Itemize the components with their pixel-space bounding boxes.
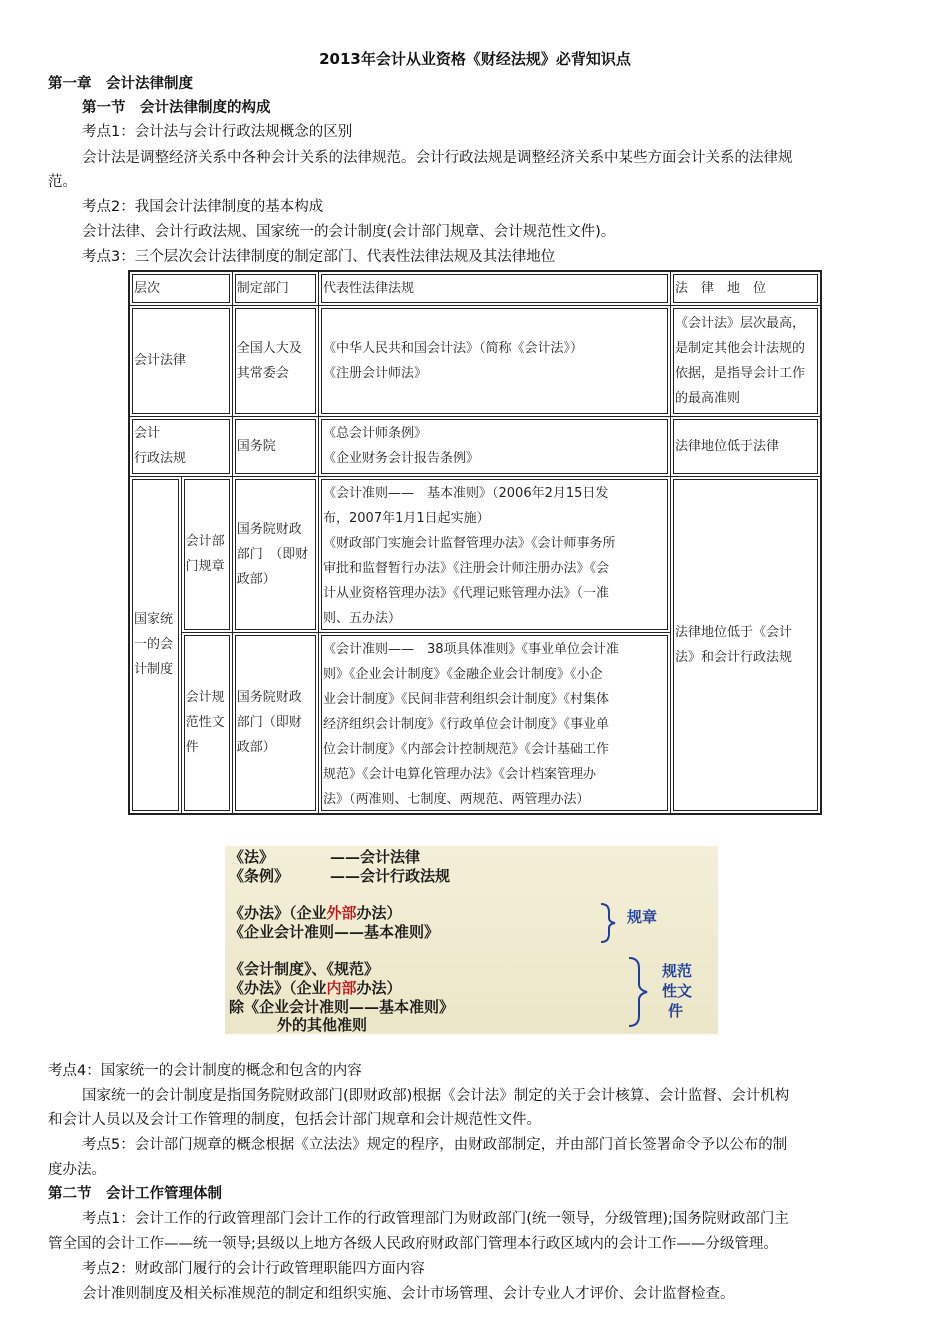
cell-line: 会计部 (185, 534, 225, 549)
brace-norm-icon (629, 958, 647, 1026)
cell-line: 法律地位低于《会计 (675, 624, 793, 640)
kp2-title: 考点2：我国会计法律制度的基本构成 (82, 199, 324, 215)
cell-dept (232, 305, 318, 416)
fig-line-3-post: 办法） (356, 904, 402, 922)
cell-level (129, 416, 232, 476)
cell-line: 全国人大及 (236, 340, 302, 356)
cell-line: 则、五办法） (323, 610, 402, 626)
fig-label-norm-3: 件 (668, 1002, 684, 1020)
cell-sublevel (181, 632, 232, 814)
s2-kp1-text-cont: 管全国的会计工作——统一领导;县级以上地方各级人民政府财政部门管理本行政区域内的会计工作——分级管理。 (48, 1236, 778, 1252)
header-level: 层次 (129, 271, 232, 305)
fig-line-3 (229, 904, 402, 922)
cell-line: 《会计准则—— 基本准则》（2006年2月15日发 (323, 485, 609, 501)
cell-laws (319, 632, 671, 814)
kp4-text: 国家统一的会计制度是指国务院财政部门(即财政部)根据《会计法》制定的关于会计核算、会计监督、会计机构 (82, 1088, 790, 1104)
cell-line: 布，2007年1月1日起实施） (323, 510, 490, 526)
cell-line: 门规章 (185, 559, 225, 574)
cell-line: 部门 （即财 (236, 546, 309, 562)
s2-kp1-text: 考点1：会计工作的行政管理部门会计工作的行政管理部门为财政部门(统一领导，分级管理);国务院财政部门主 (82, 1211, 789, 1227)
header-laws: 代表性法律法规 (319, 271, 671, 305)
cell-line: 件 (185, 740, 199, 756)
cell-line: 《中华人民共和国会计法》（简称《会计法》） (323, 340, 584, 356)
fig-line-6-post: 办法） (356, 979, 402, 997)
cell-line: 《财政部门实施会计监督管理办法》《会计师事务所 (323, 535, 616, 551)
cell-status: 法律地位低于法律 (671, 416, 821, 476)
cell-line: 则》《企业会计制度》《金融企业会计制度》《小企 (323, 666, 603, 682)
cell-line: 业会计制度》《民间非营利组织会计制度》《村集体 (323, 691, 610, 707)
table-header-row (129, 271, 821, 305)
cell-line: 规范》《会计电算化管理办法》《会计档案管理办 (323, 766, 597, 782)
cell-line: 计从业资格管理办法》《代理记账管理办法》（一准 (323, 585, 610, 601)
fig-line-3-pre: 《办法》（企业 (229, 904, 327, 922)
cell-line: 会计 (134, 426, 161, 441)
cell-line: 审批和监督暂行办法》《注册会计师注册办法》《会 (323, 560, 610, 576)
cell-line: 国务院财政 (236, 521, 302, 537)
cell-line: 位会计制度》《内部会计控制规范》《会计基础工作 (323, 741, 610, 757)
fig-line-4: 《企业会计准则——基本准则》 (229, 923, 440, 941)
fig-line-7: 除《企业会计准则——基本准则》 (229, 998, 455, 1016)
cell-status (671, 476, 821, 814)
cell-laws (319, 416, 671, 476)
s2-kp2-text: 会计准则制度及相关标准规范的制定和组织实施、会计市场管理、会计专业人才评价、会计监督检查。 (82, 1286, 735, 1302)
kp4-text-cont: 和会计人员以及会计工作管理的制度，包括会计部门规章和会计规范性文件。 (48, 1112, 541, 1128)
cell-line: 《注册会计师法》 (323, 365, 428, 381)
cell-line: 《会计准则—— 38项具体准则》《事业单位会计准 (323, 641, 620, 657)
cell-line: 会计规 (185, 690, 225, 706)
brace-rules-icon (601, 904, 615, 942)
cell-line: 《企业财务会计报告条例》 (323, 451, 480, 466)
cell-line: 《总会计师条例》 (323, 426, 428, 441)
fig-line-2-left: 《条例》 (229, 867, 290, 885)
cell-level: 会计法律 (129, 305, 232, 416)
fig-label-norm-1: 规范 (662, 962, 693, 980)
cell-line: 政部） (236, 740, 276, 756)
cell-laws (319, 476, 671, 632)
fig-line-3-red: 外部 (326, 904, 357, 922)
cell-line: 行政法规 (134, 451, 187, 466)
cell-line: 经济组织会计制度》《行政单位会计制度》《事业单 (323, 716, 610, 732)
document-title: 2013年会计从业资格《财经法规》必背知识点 (319, 50, 631, 68)
cell-sublevel (181, 476, 232, 632)
cell-line: 《会计法》层次最高， (675, 315, 806, 331)
table-row (129, 305, 821, 416)
law-hierarchy-table (128, 270, 822, 815)
cell-line: 计制度 (134, 662, 174, 678)
cell-dept (232, 632, 318, 814)
cell-line: 一的会 (134, 637, 174, 653)
fig-line-2-right: ——会计行政法规 (330, 867, 451, 885)
cell-line: 依据，是指导会计工作 (675, 365, 806, 381)
cell-dept (232, 476, 318, 632)
kp4-title: 考点4：国家统一的会计制度的概念和包含的内容 (48, 1063, 362, 1079)
section2-heading: 第二节 会计工作管理体制 (48, 1186, 222, 1202)
header-status: 法 律 地 位 (671, 271, 821, 305)
cell-line: 法》（两准则、七制度、两规范、两管理办法） (323, 791, 590, 807)
cell-line: 是制定其他会计法规的 (675, 340, 806, 356)
kp3-title: 考点3：三个层次会计法律制度的制定部门、代表性法律法规及其法律地位 (82, 249, 556, 265)
mnemonic-figure (225, 846, 718, 1034)
fig-line-8: 外的其他准则 (277, 1016, 368, 1034)
cell-line: 政部） (236, 571, 276, 587)
cell-line: 法》和会计行政法规 (675, 649, 793, 665)
cell-level (129, 476, 181, 814)
kp5-text: 考点5：会计部门规章的概念根据《立法法》规定的程序，由财政部制定，并由部门首长签署命令予以公布的制 (82, 1137, 788, 1153)
cell-line: 其常委会 (236, 365, 289, 381)
cell-line: 国务院财政 (236, 690, 302, 706)
cell-line: 的最高准则 (675, 390, 741, 406)
s2-kp2-title: 考点2：财政部门履行的会计行政管理职能四方面内容 (82, 1261, 425, 1277)
cell-line: 国家统 (134, 612, 174, 628)
kp2-text: 会计法律、会计行政法规、国家统一的会计制度(会计部门规章、会计规范性文件)。 (82, 224, 616, 240)
header-dept: 制定部门 (232, 271, 318, 305)
table-row (129, 416, 821, 476)
fig-label-norm-2: 性文 (662, 982, 693, 1000)
fig-line-1-left: 《法》 (229, 848, 275, 866)
fig-line-1-right: ——会计法律 (330, 848, 421, 866)
cell-dept: 国务院 (232, 416, 318, 476)
kp5-text-cont: 度办法。 (48, 1162, 106, 1178)
mnemonic-figure-svg (225, 846, 718, 1034)
fig-line-6-red: 内部 (326, 979, 357, 997)
cell-line: 范性文 (185, 715, 225, 731)
kp1-text-cont: 范。 (48, 174, 77, 190)
cell-laws (319, 305, 671, 416)
table-row (129, 476, 821, 632)
chapter-heading: 第一章 会计法律制度 (48, 76, 193, 92)
cell-status (671, 305, 821, 416)
cell-line: 部门（即财 (236, 715, 302, 731)
section-heading: 第一节 会计法律制度的构成 (82, 100, 271, 116)
fig-line-5: 《会计制度》、《规范》 (229, 960, 380, 978)
kp1-title: 考点1：会计法与会计行政法规概念的区别 (82, 124, 353, 140)
kp1-text: 会计法是调整经济关系中各种会计关系的法律规范。会计行政法规是调整经济关系中某些方面会计关系的法律规 (82, 150, 793, 166)
fig-line-6-pre: 《办法》（企业 (229, 979, 327, 997)
fig-line-6 (229, 979, 402, 997)
fig-label-rules: 规章 (627, 908, 658, 926)
